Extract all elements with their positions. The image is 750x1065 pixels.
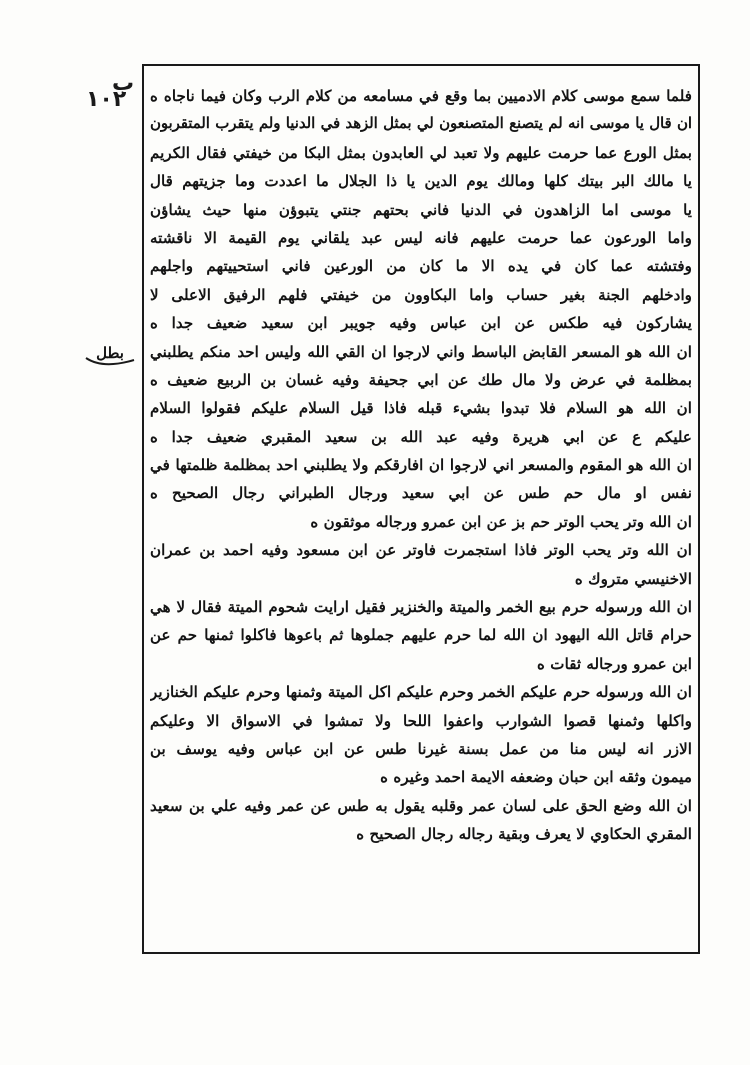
text-line: وفتشته عما كان في يده الا ما كان من الورعين فاني استحييتهم واجلهم (150, 257, 692, 276)
text-line: عليكم ع عن ابي هريرة وفيه عبد الله بن سعيد المقبري ضعيف جدا ه (150, 427, 692, 446)
margin-note (84, 344, 136, 364)
margin-note-text: بطل (96, 344, 124, 362)
text-line: يا مالك البر بيتك كلها ومالك يوم الدين يا ذا الجلال ما اعددت وما جزيتهم قال (150, 172, 692, 191)
text-line: ان قال يا موسى انه لم يتصنع المتصنعون لي بمثل الزهد في الدنيا ولم يتقرب المتقربون (150, 115, 692, 133)
text-line: ان الله وتر يحب الوتر حم بز عن ابن عمرو ورجاله موثقون ه (310, 512, 692, 531)
folio-number (86, 71, 146, 114)
text-line: ان الله وضع الحق على لسان عمر وقلبه يقول به طس عن عمر وفيه علي بن سعيد (150, 796, 692, 815)
text-line: يا موسى اما الزاهدون في الدنيا فاني بحتهم جنتي يتبوؤن منها حيث يشاؤن (150, 200, 692, 219)
text-line: الاخنيسي متروك ه (574, 569, 692, 588)
folio-leaf-letter: ب (112, 71, 135, 96)
text-line: يشاركون فيه طكس عن ابن عباس وفيه جويبر ابن سعيد ضعيف جدا ه (150, 314, 692, 333)
main-text-block (150, 82, 692, 849)
text-line: واما الورعون عما حرمت عليهم فانه ليس عبد يلقاني يوم القيمة الا ناقشته (150, 228, 692, 247)
text-line: ان الله ورسوله حرم بيع الخمر والميتة والخنزير فقيل ارايت شحوم الميتة فقال لا هي (150, 598, 692, 617)
text-line: ان الله هو المسعر القابض الباسط واني لارجوا ان القي الله وليس احد منكم يطلبني (150, 342, 692, 361)
text-line: وادخلهم الجنة بغير حساب واما البكاوون من خيفتي فلهم الرفيق الاعلى لا (150, 285, 692, 304)
text-line: ابن عمرو ورجاله ثقات ه (537, 654, 692, 673)
text-line: المقري الحكاوي لا يعرف وبقية رجاله رجال الصحيح ه (356, 825, 692, 844)
text-line: بمثل الورع عما حرمت عليهم ولا تعبد لي العابدون بمثل البكا من خيفتي فقال الكريم (150, 143, 692, 162)
text-line: الازر انه ليس منا من عمل بسنة غيرنا طس عن ابن عباس وفيه يوسف بن (150, 739, 692, 758)
text-line: واكلها وثمنها قصوا الشوارب واعفوا اللحا ولا تمشوا في الاسواق الا وعليكم (150, 711, 692, 730)
text-line: ان الله ورسوله حرم عليكم الخمر وحرم عليكم اكل الميتة وثمنها وحرم عليكم الخنازير (150, 683, 692, 702)
text-line: بمظلمة في عرض ولا مال طك عن ابي جحيفة وفيه غسان بن الربيع ضعيف ه (150, 370, 692, 389)
text-line: فلما سمع موسى كلام الادميين بما وقع في مسامعه من كلام الرب وكان فيما ناجاه ه (150, 87, 692, 105)
text-line: حرام قاتل الله اليهود ان الله لما حرم عليهم جملوها ثم باعوها فاكلوا ثمنها حم عن (150, 626, 692, 645)
text-line: ميمون وثقه ابن حبان وضعفه الايمة احمد وغيره ه (380, 768, 692, 787)
text-line: ان الله هو السلام فلا تبدوا بشيء قبله فاذا قيل السلام عليكم فقولوا السلام (150, 399, 692, 418)
folio-page-number: ١٠٢ (86, 87, 127, 112)
margin-note-stroke (84, 354, 136, 368)
text-line: نفس او مال حم طس عن ابي سعيد ورجال الطبراني رجال الصحيح ه (150, 484, 692, 503)
text-line: ان الله وتر يحب الوتر فاذا استجمرت فاوتر عن ابن مسعود وفيه احمد بن عمران (150, 541, 692, 560)
text-line: ان الله هو المقوم والمسعر اني لارجوا ان افارقكم ولا يطلبني احد بمظلمة ظلمتها في (150, 456, 692, 475)
